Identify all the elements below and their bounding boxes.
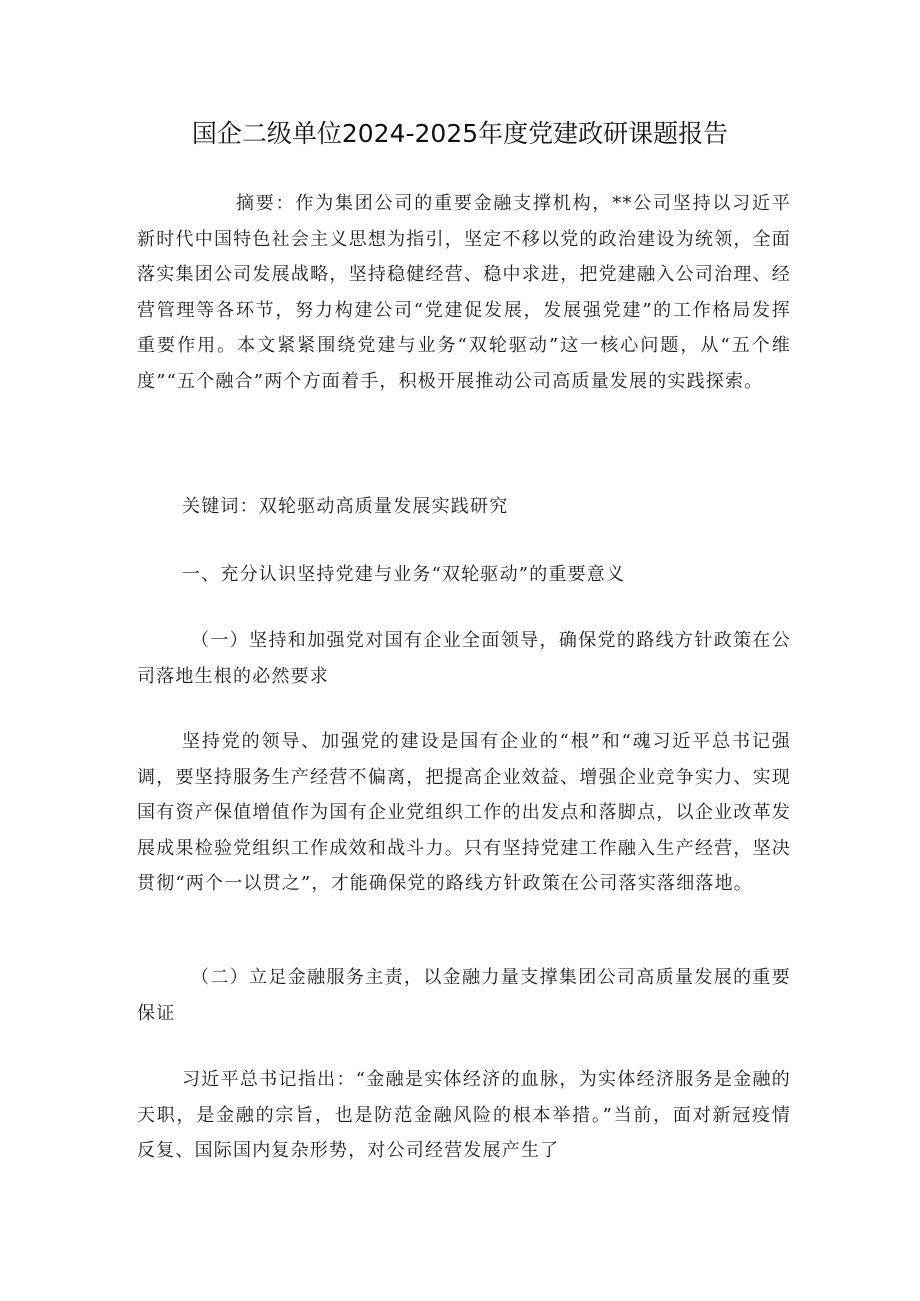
body-paragraph-1: 坚持党的领导、加强党的建设是国有企业的“根”和“魂习近平总书记强调，要坚持服务生产经营不偏离，把提高企业效益、增强企业竞争实力、实现国有资产保值增值作为国有企业党组织工作的出发点和落脚点，以企业改革发展成果检验党组织工作成效和战斗力。只有坚持党建工作融入生产经营，坚决贯彻“两个一以贯之”，才能确保党的路线方针政策在公司落实落细落地。	[137, 731, 791, 894]
body-paragraph-2: 习近平总书记指出：“金融是实体经济的血脉，为实体经济服务是金融的天职，是金融的宗旨，也是防范金融风险的根本举措。”当前，面对新冠疫情反复、国际国内复杂形势，对公司经营发展产生了	[137, 1069, 791, 1161]
abstract-paragraph: 摘要：作为集团公司的重要金融支撑机构，**公司坚持以习近平新时代中国特色社会主义思想为指引，坚定不移以党的政治建设为统领，全面落实集团公司发展战略，坚持稳健经营、稳中求进，把党建融入公司治理、经营管理等各环节，努力构建公司“党建促发展，发展强党建”的工作格局发挥重要作用。本文紧紧围绕党建与业务“双轮驱动”这一核心问题，从“五个维度”“五个融合”两个方面着手，积极开展推动公司高质量发展的实践探索。	[137, 193, 791, 392]
document-title: 国企二级单位2024-2025年度党建政研课题报告	[191, 119, 729, 148]
keywords-line: 关键词：双轮驱动高质量发展实践研究	[182, 496, 509, 517]
section-heading-1: 一、充分认识坚持党建与业务“双轮驱动”的重要意义	[182, 564, 626, 585]
subsection-heading-2: （二）立足金融服务主责，以金融力量支撑集团公司高质量发展的重要保证	[137, 967, 791, 1024]
subsection-heading-1: （一）坚持和加强党对国有企业全面领导，确保党的路线方针政策在公司落地生根的必然要求	[137, 630, 791, 687]
